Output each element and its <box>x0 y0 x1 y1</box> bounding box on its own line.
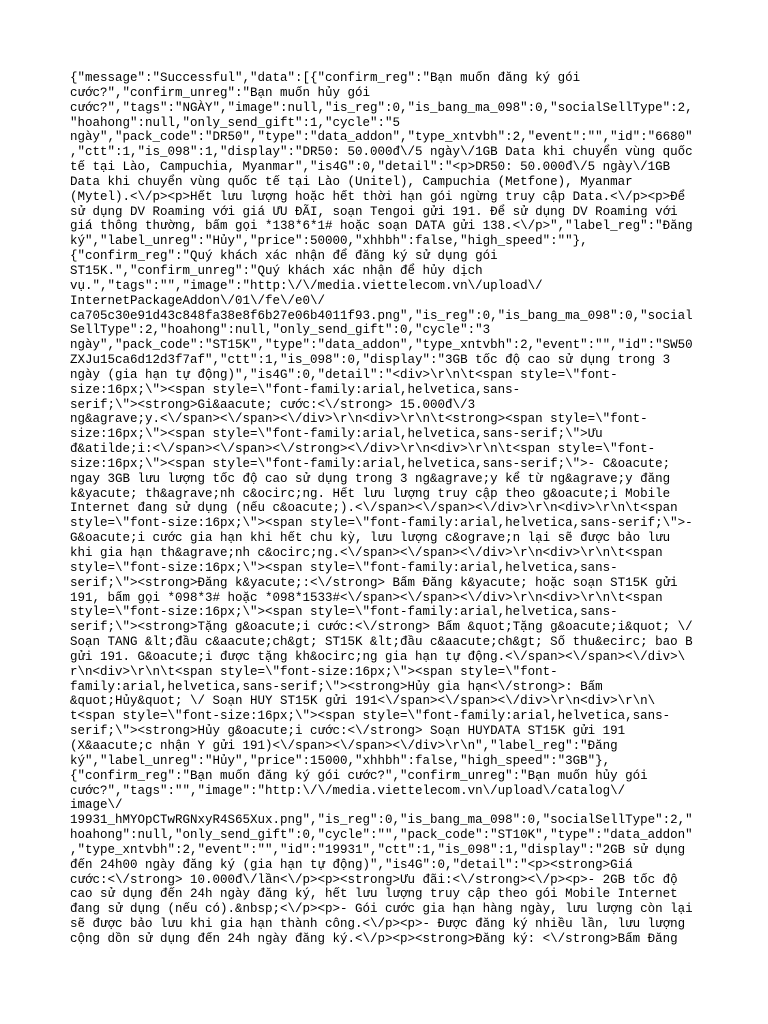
text-line: k&yacute; th&agrave;nh c&ocirc;ng. Hết lưu lượng truy cập theo g&oacute;i Mobile <box>70 486 671 501</box>
text-line: style=\"font-size:16px;\"><span style=\"font-family:arial,helvetica,sans- <box>70 560 618 575</box>
text-line: ZXJu15ca6d12d3f7af","ctt":1,"is_098":0,"display":"3GB tốc độ cao sử dụng trong 3 <box>70 353 671 368</box>
text-line: cước?","tags":"","image":"http:\/\/media.viettelecom.vn\/upload\/catalog\/ <box>70 783 626 798</box>
text-line: image\/ <box>70 798 123 813</box>
text-line: ca705c30e91d43c848fa38e8f6b27e06b4011f93.png","is_reg":0,"is_bang_ma_098":0,"social <box>70 308 693 323</box>
text-line: family:arial,helvetica,sans-serif;\"><strong>Hủy gia hạn<\/strong>: Bấm <box>70 679 603 694</box>
text-line: ,"type_xntvbh":2,"event":"","id":"19931","ctt":1,"is_098":1,"display":"2GB sử dụng <box>70 842 686 857</box>
text-line: ngày (gia hạn tự động)","is4G":0,"detail":"<div>\r\n\t<span style=\"font- <box>70 367 618 382</box>
text-line: ngày","pack_code":"DR50","type":"data_addon","type_xntvbh":2,"event":"","id":"6680" <box>70 130 693 145</box>
text-line: (Mytel).<\/p><p>Hết lưu lượng hoặc hết thời hạn gói ngừng truy cập Data.<\/p><p>Để <box>70 189 686 204</box>
text-line: cước:<\/strong> 10.000đ\/lần<\/p><p><strong>Ưu đãi:<\/strong><\/p><p>- 2GB tốc độ <box>70 872 678 887</box>
text-line: đến 24h00 ngày đăng ký (gia hạn tự động)","is4G":0,"detail":"<p><strong>Giá <box>70 857 633 872</box>
text-line: cước?","confirm_unreg":"Bạn muốn hủy gói <box>70 85 371 100</box>
text-line: đ&atilde;i:<\/span><\/span><\/strong><\/div>\r\n<div>\r\n\t<span style=\"font- <box>70 442 656 457</box>
text-line: r\n<div>\r\n\t<span style=\"font-size:16px;\"><span style=\"font- <box>70 664 558 679</box>
text-line: Data khi chuyển vùng quốc tế tại Lào (Unitel), Campuchia (Metfone), Myanmar <box>70 174 633 189</box>
text-line: serif;\"><strong>Gi&aacute; cước:<\/strong> 15.000đ\/3 <box>70 397 476 412</box>
text-line: t<span style=\"font-size:16px;\"><span style=\"font-family:arial,helvetica,sans- <box>70 709 671 724</box>
text-line: SellType":2,"hoahong":null,"only_send_gift":0,"cycle":"3 <box>70 323 491 338</box>
text-line: sử dụng DV Roaming với giá ƯU ĐÃI, soạn Tengoi gửi 191. Để sử dụng DV Roaming với <box>70 204 678 219</box>
text-line: cao sử dụng đến 24h ngày đăng ký, hết lưu lượng truy cập theo gói Mobile Internet <box>70 887 678 902</box>
text-line: {"confirm_reg":"Quý khách xác nhận để đăng ký sử dụng gói <box>70 249 498 264</box>
text-line: Soạn TANG &lt;đầu c&aacute;ch&gt; ST15K &lt;đầu c&aacute;ch&gt; Số thu&ecirc; bao B <box>70 635 693 650</box>
text-line: size:16px;\"><span style=\"font-family:arial,helvetica,sans-serif;\">Ưu <box>70 427 603 442</box>
text-line: đang sử dụng (nếu có).&nbsp;<\/p><p>- Gói cước gia hạn hàng ngày, lưu lượng còn lại <box>70 902 693 917</box>
text-line: ,"ctt":1,"is_098":1,"display":"DR50: 50.000đ\/5 ngày\/1GB Data khi chuyển vùng quốc <box>70 145 693 160</box>
text-line: {"confirm_reg":"Bạn muốn đăng ký gói cước?","confirm_unreg":"Bạn muốn hủy gói <box>70 768 648 783</box>
text-line: vụ.","tags":"","image":"http:\/\/media.viettelecom.vn\/upload\/ <box>70 278 543 293</box>
text-line: tế tại Lào, Campuchia, Myanmar","is4G":0,"detail":"<p>DR50: 50.000đ\/5 ngày\/1GB <box>70 160 671 175</box>
text-line: (X&aacute;c nhận Y gửi 191)<\/span><\/span><\/div>\r\n","label_reg":"Đăng <box>70 738 618 753</box>
text-line: ngày","pack_code":"ST15K","type":"data_addon","type_xntvbh":2,"event":"","id":"SW50 <box>70 338 693 353</box>
text-line: ST15K.","confirm_unreg":"Quý khách xác nhận để hủy dịch <box>70 263 483 278</box>
text-line: ký","label_unreg":"Hủy","price":50000,"xhhbh":false,"high_speed":""}, <box>70 234 588 249</box>
text-line: ngay 3GB lưu lượng tốc độ cao sử dụng trong 3 ng&agrave;y kể từ ng&agrave;y đăng <box>70 471 671 486</box>
text-line: InternetPackageAddon\/01\/fe\/e0\/ <box>70 293 326 308</box>
text-line: serif;\"><strong>Hủy g&oacute;i cước:<\/strong> Soạn HUYDATA ST15K gửi 191 <box>70 724 626 739</box>
json-text-block <box>70 71 702 947</box>
text-line: hoahong":null,"only_send_gift":0,"cycle":"","pack_code":"ST10K","type":"data_addon" <box>70 828 693 843</box>
text-line: &quot;Hủy&quot; \/ Soạn HUY ST15K gửi 191<\/span><\/span><\/div>\r\n<div>\r\n\ <box>70 694 656 709</box>
text-line: cước?","tags":"NGÀY","image":null,"is_reg":0,"is_bang_ma_098":0,"socialSellType":2, <box>70 100 693 115</box>
text-line: ký","label_unreg":"Hủy","price":15000,"xhhbh":false,"high_speed":"3GB"}, <box>70 753 611 768</box>
text-line: Internet đang sử dụng (nếu c&oacute;).<\/span><\/span><\/div>\r\n<div>\r\n\t<span <box>70 501 678 516</box>
text-line: "hoahong":null,"only_send_gift":1,"cycle":"5 <box>70 115 401 130</box>
text-line: khi gia hạn th&agrave;nh c&ocirc;ng.<\/span><\/span><\/div>\r\n<div>\r\n\t<span <box>70 546 663 560</box>
text-line: style=\"font-size:16px;\"><span style=\"font-family:arial,helvetica,sans-serif;\">- <box>70 516 693 531</box>
text-line: G&oacute;i cước gia hạn khi hết chu kỳ, lưu lượng c&ograve;n lại sẽ được bảo lưu <box>70 531 671 546</box>
text-line: style=\"font-size:16px;\"><span style=\"font-family:arial,helvetica,sans- <box>70 605 618 620</box>
text-line: gửi 191. G&oacute;i được tặng kh&ocirc;ng gia hạn tự động.<\/span><\/span><\/div>\ <box>70 649 686 664</box>
text-line: serif;\"><strong>Đăng k&yacute;:<\/strong> Bấm Đăng k&yacute; hoặc soạn ST15K gửi <box>70 575 678 590</box>
text-line: size:16px;\"><span style=\"font-family:arial,helvetica,sans- <box>70 382 521 397</box>
text-line: 19931_hMYOpCTwRGNxyR4S65Xux.png","is_reg":0,"is_bang_ma_098":0,"socialSellType":2," <box>70 813 693 828</box>
text-line: size:16px;\"><span style=\"font-family:arial,helvetica,sans-serif;\">- C&oacute; <box>70 456 671 471</box>
text-line: sẽ được bảo lưu khi gia hạn thành công.<\/p><p>- Được đăng ký nhiều lần, lưu lượng <box>70 917 686 932</box>
text-line: serif;\"><strong>Tặng g&oacute;i cước:<\/strong> Bấm &quot;Tặng g&oacute;i&quot; \/ <box>70 620 693 635</box>
text-line: {"message":"Successful","data":[{"confirm_reg":"Bạn muốn đăng ký gói <box>70 71 581 85</box>
text-line: cộng dồn sử dụng đến 24h ngày đăng ký.<\/p><p><strong>Đăng ký: <\/strong>Bấm Đăng <box>70 931 678 946</box>
text-line: ng&agrave;y.<\/span><\/span><\/div>\r\n<div>\r\n\t<strong><span style=\"font- <box>70 412 648 427</box>
text-line: giá thông thường, bấm gọi *138*6*1# hoặc soạn DATA gửi 138.<\/p>","label_reg":"Đăng <box>70 219 693 234</box>
text-line: 191, bấm gọi *098*3# hoặc *098*1533#<\/span><\/span><\/div>\r\n<div>\r\n\t<span <box>70 590 663 605</box>
